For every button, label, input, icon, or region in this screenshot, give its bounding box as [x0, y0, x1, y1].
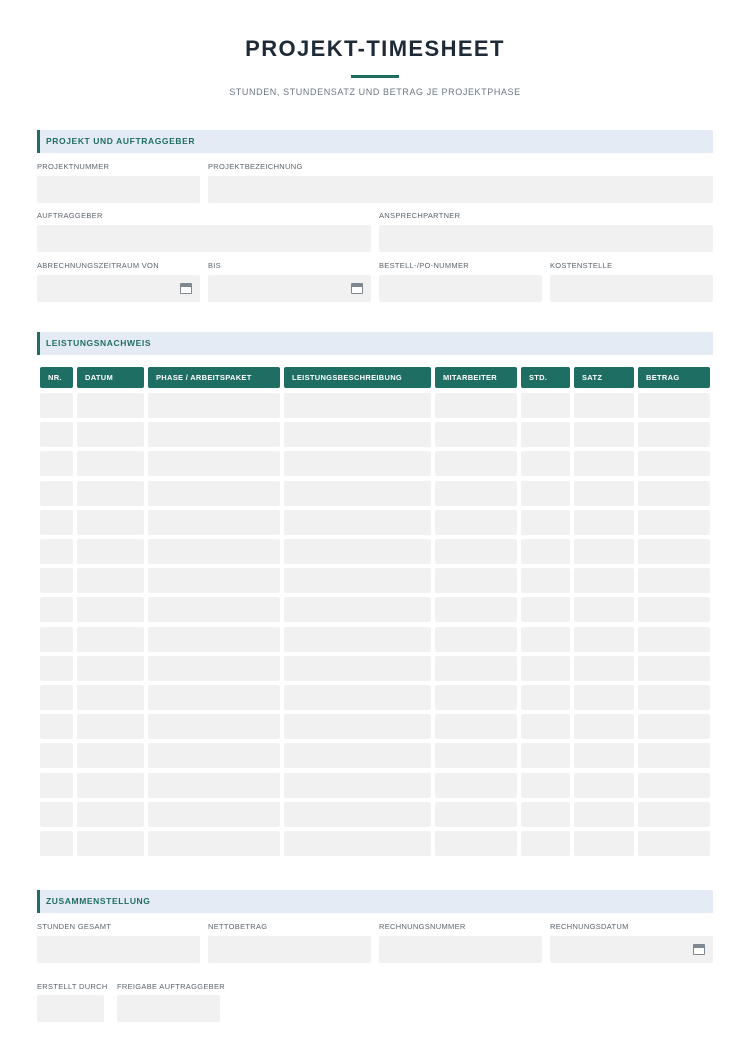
net-amount-field[interactable] [208, 936, 371, 963]
table-cell[interactable] [574, 597, 634, 622]
table-cell[interactable] [284, 393, 431, 418]
table-cell[interactable] [435, 627, 517, 652]
table-cell[interactable] [148, 568, 280, 593]
table-cell[interactable] [77, 597, 144, 622]
column-header-stunden: STD. [521, 367, 570, 388]
table-cell[interactable] [40, 422, 73, 447]
table-cell[interactable] [148, 802, 280, 827]
table-cell[interactable] [435, 393, 517, 418]
table-cell[interactable] [284, 627, 431, 652]
table-cell[interactable] [521, 422, 570, 447]
table-cell[interactable] [284, 802, 431, 827]
po-number-label: BESTELL-/PO-NUMMER [379, 261, 469, 270]
table-cell[interactable] [638, 627, 710, 652]
table-cell[interactable] [148, 627, 280, 652]
table-cell[interactable] [435, 539, 517, 564]
table-cell[interactable] [148, 743, 280, 768]
table-cell[interactable] [435, 743, 517, 768]
table-cell[interactable] [284, 451, 431, 476]
table-cell[interactable] [638, 422, 710, 447]
table-cell[interactable] [284, 773, 431, 798]
table-cell[interactable] [77, 831, 144, 856]
table-cell[interactable] [435, 802, 517, 827]
table-cell[interactable] [148, 597, 280, 622]
table-cell[interactable] [40, 802, 73, 827]
table-cell[interactable] [435, 510, 517, 535]
table-cell[interactable] [638, 451, 710, 476]
table-cell[interactable] [574, 393, 634, 418]
table-cell[interactable] [435, 481, 517, 506]
table-cell[interactable] [638, 802, 710, 827]
table-cell[interactable] [40, 714, 73, 739]
table-cell[interactable] [521, 743, 570, 768]
project-number-label: PROJEKTNUMMER [37, 162, 110, 171]
table-cell[interactable] [435, 773, 517, 798]
table-cell[interactable] [574, 539, 634, 564]
table-cell[interactable] [77, 539, 144, 564]
table-cell[interactable] [574, 481, 634, 506]
table-cell[interactable] [435, 831, 517, 856]
table-cell[interactable] [148, 481, 280, 506]
table-cell[interactable] [638, 831, 710, 856]
period-to-field[interactable] [208, 275, 371, 302]
table-cell[interactable] [638, 714, 710, 739]
table-cell[interactable] [638, 773, 710, 798]
table-cell[interactable] [435, 656, 517, 681]
table-cell[interactable] [574, 510, 634, 535]
calendar-icon[interactable] [351, 283, 363, 294]
table-cell[interactable] [574, 802, 634, 827]
table-cell[interactable] [435, 685, 517, 710]
column-header-nr: NR. [40, 367, 73, 388]
table-cell[interactable] [521, 627, 570, 652]
table-cell[interactable] [77, 773, 144, 798]
table-cell[interactable] [284, 510, 431, 535]
project-name-label: PROJEKTBEZEICHNUNG [208, 162, 303, 171]
table-cell[interactable] [574, 451, 634, 476]
table-cell[interactable] [284, 831, 431, 856]
table-cell[interactable] [638, 568, 710, 593]
column-header-betrag: BETRAG [638, 367, 710, 388]
section-header-timesheet: LEISTUNGSNACHWEIS [37, 332, 713, 355]
invoice-date-field[interactable] [550, 936, 713, 963]
table-cell[interactable] [574, 714, 634, 739]
table-cell[interactable] [521, 597, 570, 622]
client-label: AUFTRAGGEBER [37, 211, 103, 220]
table-cell[interactable] [574, 743, 634, 768]
section-header-project: PROJEKT UND AUFTRAGGEBER [37, 130, 713, 153]
project-name-field[interactable] [208, 176, 713, 203]
table-cell[interactable] [574, 831, 634, 856]
client-field[interactable] [37, 225, 371, 252]
table-cell[interactable] [148, 656, 280, 681]
table-cell[interactable] [148, 393, 280, 418]
table-cell[interactable] [638, 685, 710, 710]
calendar-icon[interactable] [693, 944, 705, 955]
column-header-phase: PHASE / ARBEITSPAKET [148, 367, 280, 388]
table-cell[interactable] [40, 510, 73, 535]
table-cell[interactable] [77, 568, 144, 593]
period-from-label: ABRECHNUNGSZEITRAUM VON [37, 261, 159, 270]
column-header-mitarbeiter: MITARBEITER [435, 367, 517, 388]
table-cell[interactable] [148, 685, 280, 710]
column-header-satz: SATZ [574, 367, 634, 388]
table-cell[interactable] [521, 568, 570, 593]
table-cell[interactable] [77, 656, 144, 681]
section-header-summary: ZUSAMMENSTELLUNG [37, 890, 713, 913]
table-cell[interactable] [521, 539, 570, 564]
table-cell[interactable] [148, 510, 280, 535]
table-cell[interactable] [521, 685, 570, 710]
table-cell[interactable] [77, 627, 144, 652]
table-cell[interactable] [435, 568, 517, 593]
table-cell[interactable] [521, 451, 570, 476]
table-cell[interactable] [638, 510, 710, 535]
table-cell[interactable] [40, 773, 73, 798]
table-cell[interactable] [574, 627, 634, 652]
invoice-date-label: RECHNUNGSDATUM [550, 922, 629, 931]
total-hours-field[interactable] [37, 936, 200, 963]
table-cell[interactable] [638, 597, 710, 622]
created-by-field[interactable] [37, 995, 104, 1022]
table-cell[interactable] [40, 627, 73, 652]
table-cell[interactable] [77, 451, 144, 476]
table-cell[interactable] [574, 568, 634, 593]
table-cell[interactable] [574, 685, 634, 710]
table-cell[interactable] [574, 422, 634, 447]
cost-center-field[interactable] [550, 275, 713, 302]
client-approval-field[interactable] [117, 995, 220, 1022]
invoice-number-field[interactable] [379, 936, 542, 963]
table-cell[interactable] [284, 656, 431, 681]
cost-center-label: KOSTENSTELLE [550, 261, 613, 270]
table-cell[interactable] [521, 393, 570, 418]
column-header-beschreibung: LEISTUNGSBESCHREIBUNG [284, 367, 431, 388]
table-cell[interactable] [40, 685, 73, 710]
table-cell[interactable] [77, 422, 144, 447]
table-cell[interactable] [521, 656, 570, 681]
contact-field[interactable] [379, 225, 713, 252]
calendar-icon[interactable] [180, 283, 192, 294]
table-cell[interactable] [148, 714, 280, 739]
period-to-label: BIS [208, 261, 221, 270]
table-cell[interactable] [77, 393, 144, 418]
table-cell[interactable] [284, 743, 431, 768]
table-cell[interactable] [40, 568, 73, 593]
table-cell[interactable] [40, 481, 73, 506]
created-by-label: ERSTELLT DURCH [37, 982, 108, 991]
table-cell[interactable] [284, 539, 431, 564]
table-cell[interactable] [77, 510, 144, 535]
table-cell[interactable] [148, 422, 280, 447]
table-cell[interactable] [148, 451, 280, 476]
table-cell[interactable] [40, 451, 73, 476]
table-cell[interactable] [40, 656, 73, 681]
total-hours-label: STUNDEN GESAMT [37, 922, 112, 931]
table-cell[interactable] [638, 539, 710, 564]
table-cell[interactable] [284, 685, 431, 710]
table-cell[interactable] [638, 743, 710, 768]
table-cell[interactable] [435, 422, 517, 447]
po-number-field[interactable] [379, 275, 542, 302]
table-cell[interactable] [77, 802, 144, 827]
table-cell[interactable] [638, 656, 710, 681]
net-amount-label: NETTOBETRAG [208, 922, 268, 931]
table-cell[interactable] [77, 743, 144, 768]
table-cell[interactable] [284, 597, 431, 622]
period-from-field[interactable] [37, 275, 200, 302]
table-cell[interactable] [638, 393, 710, 418]
table-cell[interactable] [284, 568, 431, 593]
table-cell[interactable] [638, 481, 710, 506]
table-cell[interactable] [574, 656, 634, 681]
table-cell[interactable] [148, 831, 280, 856]
table-cell[interactable] [77, 685, 144, 710]
invoice-number-label: RECHNUNGSNUMMER [379, 922, 466, 931]
table-cell[interactable] [77, 714, 144, 739]
page-title: PROJEKT-TIMESHEET [245, 36, 505, 61]
table-cell[interactable] [284, 714, 431, 739]
table-cell[interactable] [521, 831, 570, 856]
table-cell[interactable] [148, 773, 280, 798]
table-cell[interactable] [435, 597, 517, 622]
table-cell[interactable] [521, 802, 570, 827]
table-cell[interactable] [40, 743, 73, 768]
column-header-datum: DATUM [77, 367, 144, 388]
table-cell[interactable] [40, 597, 73, 622]
table-cell[interactable] [77, 481, 144, 506]
client-approval-label: FREIGABE AUFTRAGGEBER [117, 982, 225, 991]
table-cell[interactable] [521, 481, 570, 506]
page-subtitle: STUNDEN, STUNDENSATZ UND BETRAG JE PROJEKTPHASE [229, 87, 521, 97]
table-cell[interactable] [521, 510, 570, 535]
table-cell[interactable] [148, 539, 280, 564]
project-number-field[interactable] [37, 176, 200, 203]
table-cell[interactable] [40, 831, 73, 856]
table-cell[interactable] [40, 393, 73, 418]
table-cell[interactable] [40, 539, 73, 564]
table-cell[interactable] [574, 773, 634, 798]
table-cell[interactable] [284, 481, 431, 506]
table-cell[interactable] [284, 422, 431, 447]
table-cell[interactable] [435, 451, 517, 476]
table-cell[interactable] [521, 714, 570, 739]
title-underline [351, 75, 399, 78]
table-cell[interactable] [435, 714, 517, 739]
table-cell[interactable] [521, 773, 570, 798]
contact-label: ANSPRECHPARTNER [379, 211, 461, 220]
